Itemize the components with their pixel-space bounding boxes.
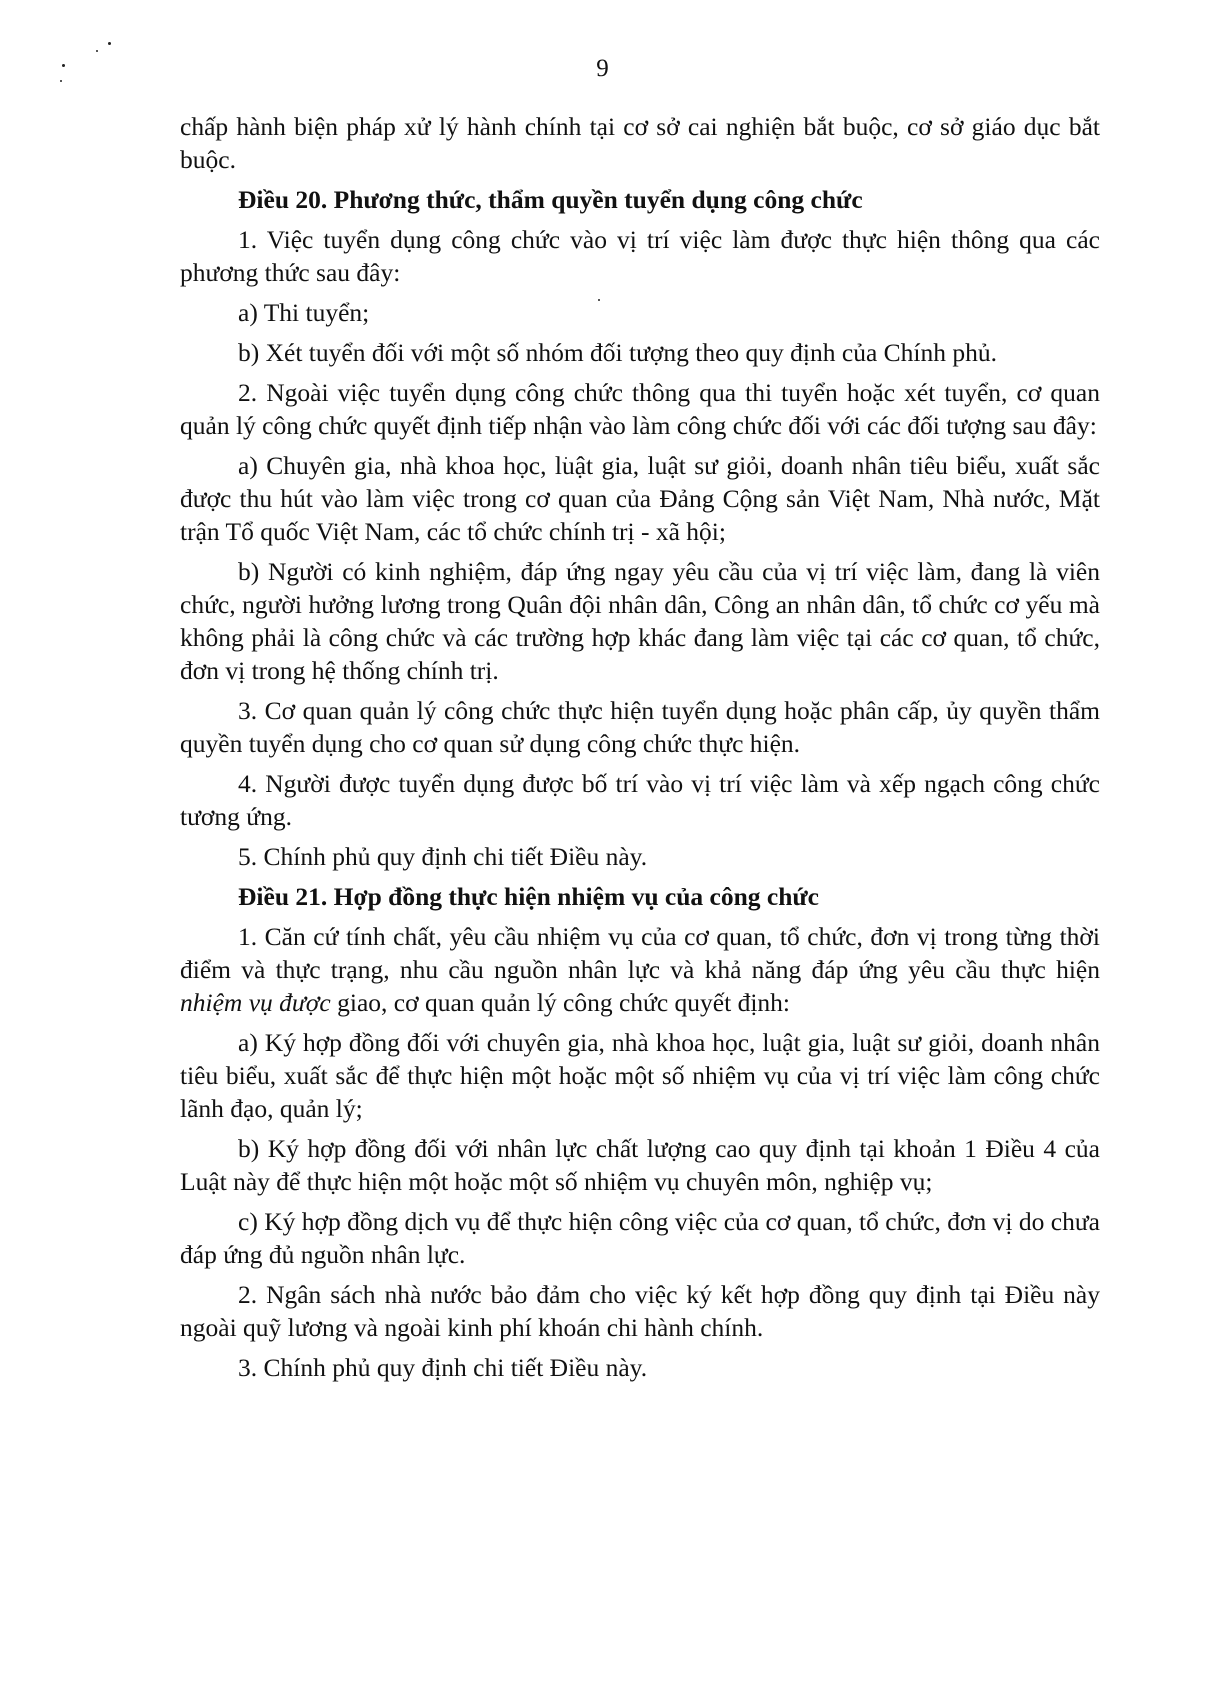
article-21-heading: Điều 21. Hợp đồng thực hiện nhiệm vụ của công chức bbox=[238, 882, 819, 911]
article-21-clause-2: 2. Ngân sách nhà nước bảo đảm cho việc ký kết hợp đồng quy định tại Điều này ngoài quỹ lương và ngoài kinh phí khoán chi hành chính. bbox=[180, 1280, 1100, 1342]
article-20-clause-2a: a) Chuyên gia, nhà khoa học, luật gia, luật sư giỏi, doanh nhân tiêu biểu, xuất sắc được thu hút vào làm việc trong cơ quan của Đảng Cộng sản Việt Nam, Nhà nước, Mặt trận Tổ quốc Việt Nam, các tổ chức chính trị - xã hội; bbox=[180, 451, 1100, 546]
page-number: 9 bbox=[596, 55, 609, 82]
intro-paragraph: chấp hành biện pháp xử lý hành chính tại cơ sở cai nghiện bắt buộc, cơ sở giáo dục bắt buộc. bbox=[180, 112, 1100, 174]
article-21-clause-1 bbox=[180, 920, 1100, 1019]
article-21-clause-1-start: 1. Căn cứ tính chất, yêu cầu nhiệm vụ của cơ quan, tổ chức, đơn vị trong từng thời điểm và thực trạng, nhu cầu nguồn nhân lực và khả năng đáp ứng yêu cầu thực hiện bbox=[180, 922, 1100, 984]
article-21-clause-1b: b) Ký hợp đồng đối với nhân lực chất lượng cao quy định tại khoản 1 Điều 4 của Luật này để thực hiện một hoặc một số nhiệm vụ chuyên môn, nghiệp vụ; bbox=[180, 1134, 1100, 1196]
article-20-clause-2b: b) Người có kinh nghiệm, đáp ứng ngay yêu cầu của vị trí việc làm, đang là viên chức, người hưởng lương trong Quân đội nhân dân, Công an nhân dân, tổ chức cơ yếu mà không phải là công chức và các trường hợp khác đang làm việc tại các cơ quan, tổ chức, đơn vị trong hệ thống chính trị. bbox=[180, 557, 1100, 685]
article-20-clause-1a: a) Thi tuyển; bbox=[238, 298, 370, 327]
article-21-clause-1-italic: nhiệm vụ được bbox=[180, 988, 331, 1017]
article-20-heading: Điều 20. Phương thức, thẩm quyền tuyển dụng công chức bbox=[238, 185, 863, 214]
article-20-clause-5: 5. Chính phủ quy định chi tiết Điều này. bbox=[238, 842, 648, 871]
article-21-clause-1c: c) Ký hợp đồng dịch vụ để thực hiện công việc của cơ quan, tổ chức, đơn vị do chưa đáp ứng đủ nguồn nhân lực. bbox=[180, 1207, 1100, 1269]
article-20-clause-4: 4. Người được tuyển dụng được bố trí vào vị trí việc làm và xếp ngạch công chức tương ứng. bbox=[180, 769, 1100, 831]
article-20-clause-3: 3. Cơ quan quản lý công chức thực hiện tuyển dụng hoặc phân cấp, ủy quyền thẩm quyền tuyển dụng cho cơ quan sử dụng công chức thực hiện. bbox=[180, 696, 1100, 758]
article-20-clause-1: 1. Việc tuyển dụng công chức vào vị trí việc làm được thực hiện thông qua các phương thức sau đây: bbox=[180, 225, 1100, 287]
article-21-clause-1a: a) Ký hợp đồng đối với chuyên gia, nhà khoa học, luật gia, luật sư giỏi, doanh nhân tiêu biểu, xuất sắc để thực hiện một hoặc một số nhiệm vụ của vị trí việc làm công chức lãnh đạo, quản lý; bbox=[180, 1028, 1100, 1123]
article-20-clause-1b: b) Xét tuyển đối với một số nhóm đối tượng theo quy định của Chính phủ. bbox=[238, 338, 997, 367]
article-20-clause-2: 2. Ngoài việc tuyển dụng công chức thông qua thi tuyển hoặc xét tuyển, cơ quan quản lý công chức quyết định tiếp nhận vào làm công chức đối với các đối tượng sau đây: bbox=[180, 378, 1100, 440]
document-body bbox=[180, 110, 1100, 1391]
article-21-clause-3: 3. Chính phủ quy định chi tiết Điều này. bbox=[238, 1353, 648, 1382]
article-21-clause-1-end: giao, cơ quan quản lý công chức quyết định: bbox=[330, 988, 791, 1017]
